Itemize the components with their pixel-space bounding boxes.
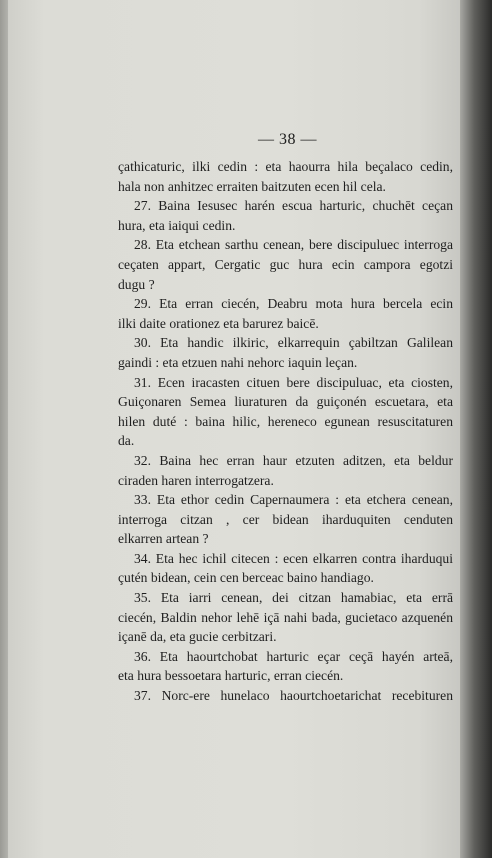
text-line: 37. Norc-ere hunelaco haourtchoetarichat recebituren xyxy=(134,688,453,704)
text-line: interroga citzan , cer bidean iharduquiten cenduten xyxy=(118,511,453,527)
text-line: ilki daite orationez eta barurez baicē. xyxy=(118,315,319,331)
body-text xyxy=(118,157,453,706)
text-line: içanē da, eta gucie cerbitzari. xyxy=(118,629,277,645)
text-line: hura, eta iaiqui cedin. xyxy=(118,217,236,233)
page-number: — 38 — xyxy=(258,131,317,148)
text-line: 31. Ecen iracasten cituen bere discipuluac, eta ciosten, xyxy=(134,374,453,390)
text-line: da. xyxy=(118,433,135,449)
text-line: Guiçonaren Semea liuraturen da guiçonén escuetara, eta xyxy=(118,394,453,410)
text-line: 27. Baina Iesusec harén escua harturic, chuchēt ceçan xyxy=(134,198,453,214)
text-line: hilen duté : baina hilic, hereneco egunean resuscitaturen xyxy=(118,413,453,429)
text-line: ciecén, Baldin nehor lehē içā nahi bada, gucietaco azquenén xyxy=(118,609,453,625)
text-line: eta hura bessoetara harturic, erran ciecén. xyxy=(118,668,344,684)
text-line: 30. Eta handic ilkiric, elkarrequin çabiltzan Galilean xyxy=(134,335,453,351)
text-line: 32. Baina hec erran haur etzuten aditzen, eta beldur xyxy=(134,452,453,468)
text-line: dugu ? xyxy=(118,276,155,292)
text-line: elkarren artean ? xyxy=(118,531,209,547)
page-fold-shadow xyxy=(460,0,492,858)
text-line: 33. Eta ethor cedin Capernaumera : eta etchera cenean, xyxy=(134,492,453,508)
text-line: 34. Eta hec ichil citecen : ecen elkarren contra iharduqui xyxy=(134,550,453,566)
text-line: 35. Eta iarri cenean, dei citzan hamabiac, eta errā xyxy=(134,590,453,606)
text-line: ceçaten appart, Cergatic guc hura ecin campora egotzi xyxy=(118,256,453,272)
text-line: 36. Eta haourtchobat harturic eçar ceçā hayén arteā, xyxy=(134,648,453,664)
text-line: çutén bidean, cein cen berceac baino handiago. xyxy=(118,570,374,586)
text-line: ciraden haren interrogatzera. xyxy=(118,472,274,488)
text-line: hala non anhitzec erraiten baitzuten ecen hil cela. xyxy=(118,178,386,194)
text-line: 28. Eta etchean sarthu cenean, bere discipuluec interroga xyxy=(134,237,453,253)
text-line: gaindi : eta etzuen nahi nehorc iaquin leçan. xyxy=(118,354,358,370)
text-line: 29. Eta erran ciecén, Deabru mota hura bercela ecin xyxy=(134,296,453,312)
text-line: çathicaturic, ilki cedin : eta haourra hila beçalaco cedin, xyxy=(118,159,453,174)
